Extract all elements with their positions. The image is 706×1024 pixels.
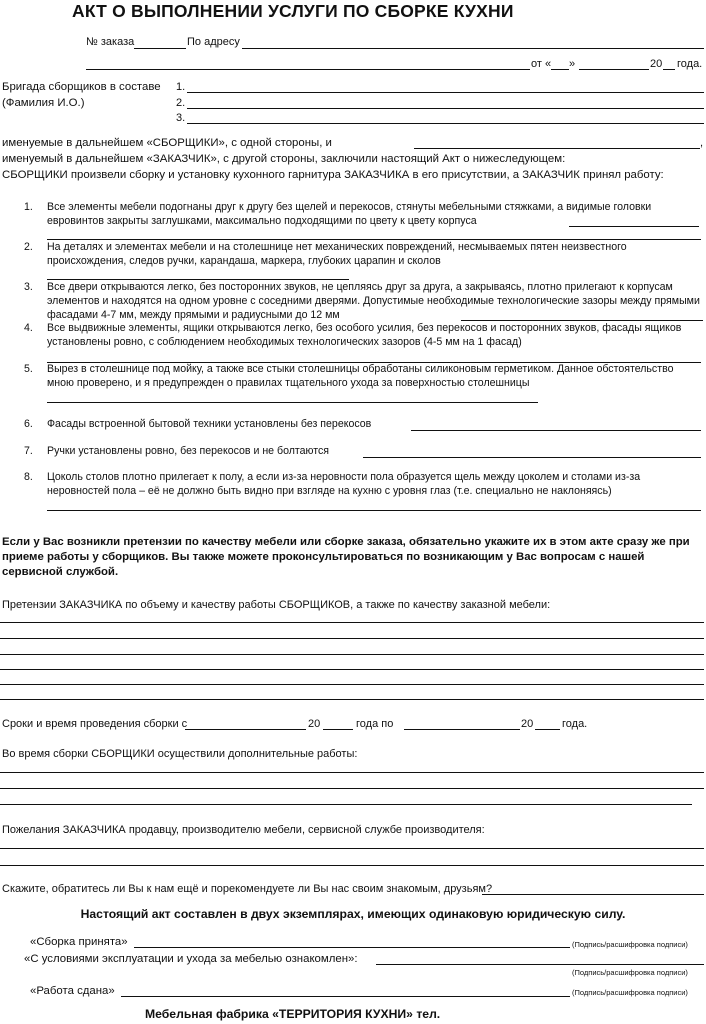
document-title: АКТ О ВЫПОЛНЕНИИ УСЛУГИ ПО СБОРКЕ КУХНИ xyxy=(72,1,514,21)
item-2-remark-field[interactable] xyxy=(47,279,349,280)
signature-accepted-field[interactable] xyxy=(134,947,570,948)
date-year-suffix: года. xyxy=(677,58,703,70)
date-month-field[interactable] xyxy=(579,69,649,70)
assembly-start-year-prefix: 20 xyxy=(308,718,321,730)
item-text: Фасады встроенной бытовой техники установлены без перекосов xyxy=(47,418,372,430)
wishes-label: Пожелания ЗАКАЗЧИКА продавцу, производителю мебели, сервисной службе производителя: xyxy=(2,824,485,836)
item-1-remark-field[interactable] xyxy=(569,226,699,227)
signature-done-hint: (Подпись/расшифровка подписи) xyxy=(572,988,688,997)
claims-field-line-3[interactable] xyxy=(0,654,704,655)
wishes-field-line-2[interactable] xyxy=(0,865,704,866)
claims-field-line-4[interactable] xyxy=(0,669,704,670)
item-number: 5. xyxy=(24,363,33,375)
assembly-terms-to: года по xyxy=(356,718,394,730)
item-text: Вырез в столешнице под мойку, а также все стыки столешницы обработаны силиконовым герметиком. Данное обстоятельство мною проверено, и я предупрежден о правилах тщательного ухода за поверхностью столешницы xyxy=(47,363,674,389)
extra-work-label: Во время сборки СБОРЩИКИ осуществили дополнительные работы: xyxy=(2,748,358,760)
brigade-member-2-field[interactable] xyxy=(187,108,704,109)
address-field-line2[interactable] xyxy=(86,69,530,70)
order-number-field[interactable] xyxy=(134,48,186,49)
signature-accepted-hint: (Подпись/расшифровка подписи) xyxy=(572,940,688,949)
signature-done-field[interactable] xyxy=(121,996,570,997)
signature-acquainted-hint: (Подпись/расшифровка подписи) xyxy=(572,968,688,977)
address-field[interactable] xyxy=(242,48,704,49)
brigade-member-3-field[interactable] xyxy=(187,123,704,124)
date-from-label: от « xyxy=(531,58,552,70)
item-text: Все двери открываются легко, без посторонних звуков, не цепляясь друг за друга, а закрываясь, плотно прилегают к корпусам элементов и находятся на одном уровне с соседними дверями. Допустимые необходимые технологические зазоры между прямыми фасадами 4-7 мм, между прямыми и радиусными до 12 мм xyxy=(47,281,700,321)
brigade-number-1: 1. xyxy=(176,81,186,93)
brigade-number-3: 3. xyxy=(176,112,186,124)
claims-field-line-1[interactable] xyxy=(0,622,704,623)
item-5-remark-field[interactable] xyxy=(47,402,538,403)
signature-accepted-label: «Сборка принята» xyxy=(30,936,128,948)
assembly-end-date-field[interactable] xyxy=(404,729,520,730)
item-number: 2. xyxy=(24,241,33,253)
recommend-answer-field[interactable] xyxy=(482,894,704,895)
wishes-field-line-1[interactable] xyxy=(0,848,704,849)
brigade-number-2: 2. xyxy=(176,97,186,109)
signature-acquainted-label: «С условиями эксплуатации и ухода за мебелью ознакомлен»: xyxy=(24,953,358,965)
item-1-remark-field-2[interactable] xyxy=(47,239,701,240)
claims-field-line-6[interactable] xyxy=(0,699,704,700)
item-number: 7. xyxy=(24,445,33,457)
preamble-line-3: СБОРЩИКИ произвели сборку и установку кухонного гарнитура ЗАКАЗЧИКА в его присутствии, а ЗАКАЗЧИК принял работу: xyxy=(2,169,664,181)
date-year-prefix: 20 xyxy=(650,58,663,70)
customer-name-field[interactable] xyxy=(414,148,700,149)
brigade-member-1-field[interactable] xyxy=(187,92,704,93)
preamble-line-2: именуемый в дальнейшем «ЗАКАЗЧИК», с другой стороны, заключили настоящий Акт о нижеследующем: xyxy=(2,153,566,165)
item-7-remark-field[interactable] xyxy=(363,457,701,458)
item-text: Цоколь столов плотно прилегает к полу, а если из-за неровности пола образуется щель между цоколем и столами из-за неровностей пола – её не должно быть видно при взгляде на кухню с уровня глаз (т.е. специально не наклоняясь) xyxy=(47,471,641,497)
brigade-label-hint: (Фамилия И.О.) xyxy=(2,97,85,109)
assembly-start-date-field[interactable] xyxy=(185,729,306,730)
item-number: 8. xyxy=(24,471,33,483)
item-text: Ручки установлены ровно, без перекосов и не болтаются xyxy=(47,445,330,457)
claims-field-line-2[interactable] xyxy=(0,638,704,639)
item-text: Все выдвижные элементы, ящики открываются легко, без особого усилия, без перекосов и посторонних звуков, фасады ящиков установлены ровно, с соблюдением необходимых технологических зазоров (4-5 мм на 1 фасад) xyxy=(47,322,682,348)
copies-note: Настоящий акт составлен в двух экземплярах, имеющих одинаковую юридическую силу. xyxy=(80,907,626,921)
assembly-terms-label: Сроки и время проведения сборки с xyxy=(2,718,188,730)
signature-done-label: «Работа сдана» xyxy=(30,985,115,997)
item-3-remark-field[interactable] xyxy=(461,320,703,321)
signature-acquainted-field[interactable] xyxy=(376,964,704,965)
date-day-field[interactable] xyxy=(551,69,569,70)
claims-field-line-5[interactable] xyxy=(0,684,704,685)
footer-company: Мебельная фабрика «ТЕРРИТОРИЯ КУХНИ» тел. xyxy=(145,1007,441,1021)
date-quote-close: » xyxy=(569,58,576,70)
item-number: 6. xyxy=(24,418,33,430)
address-label: По адресу xyxy=(187,36,240,48)
recommend-question: Скажите, обратитесь ли Вы к нам ещё и порекомендуете ли Вы нас своим знакомым, друзьям? xyxy=(2,883,493,895)
item-text: На деталях и элементах мебели и на столешнице нет механических повреждений, несмываемых пятен неизвестного происхождения, следов ручки, карандаша, маркера, глубоких царапин и сколов xyxy=(47,241,627,267)
brigade-label: Бригада сборщиков в составе xyxy=(2,81,161,93)
extra-work-field-line-3[interactable] xyxy=(0,804,692,805)
claims-notice: Если у Вас возникли претензии по качеству мебели или сборке заказа, обязательно укажите их в этом акте сразу же при приеме работы у сборщиков. Вы также можете проконсультироваться по возникающим у Вас вопросам с нашей сервисной службой. xyxy=(2,536,690,578)
claims-label: Претензии ЗАКАЗЧИКА по объему и качеству работы СБОРЩИКОВ, а также по качеству заказной мебели: xyxy=(2,599,551,611)
item-8-remark-field[interactable] xyxy=(47,510,701,511)
item-text: Все элементы мебели подогнаны друг к другу без щелей и перекосов, стянуты мебельными стяжками, а видимые головки евровинтов закрыты заглушками, максимально подходящими по цвету к цвету корпуса xyxy=(47,201,652,227)
preamble-line-1: именуемые в дальнейшем «СБОРЩИКИ», с одной стороны, и xyxy=(2,137,332,149)
item-number: 4. xyxy=(24,322,33,334)
item-number: 1. xyxy=(24,201,33,213)
assembly-start-year-field[interactable] xyxy=(323,729,353,730)
preamble-comma: , xyxy=(700,137,704,149)
extra-work-field-line-2[interactable] xyxy=(0,788,704,789)
order-number-label: № заказа xyxy=(86,36,135,48)
item-6-remark-field[interactable] xyxy=(411,430,701,431)
assembly-end-year-prefix: 20 xyxy=(521,718,534,730)
date-year-field[interactable] xyxy=(663,69,675,70)
extra-work-field-line-1[interactable] xyxy=(0,772,704,773)
assembly-end-year-field[interactable] xyxy=(535,729,560,730)
assembly-terms-end: года. xyxy=(562,718,588,730)
item-number: 3. xyxy=(24,281,33,293)
